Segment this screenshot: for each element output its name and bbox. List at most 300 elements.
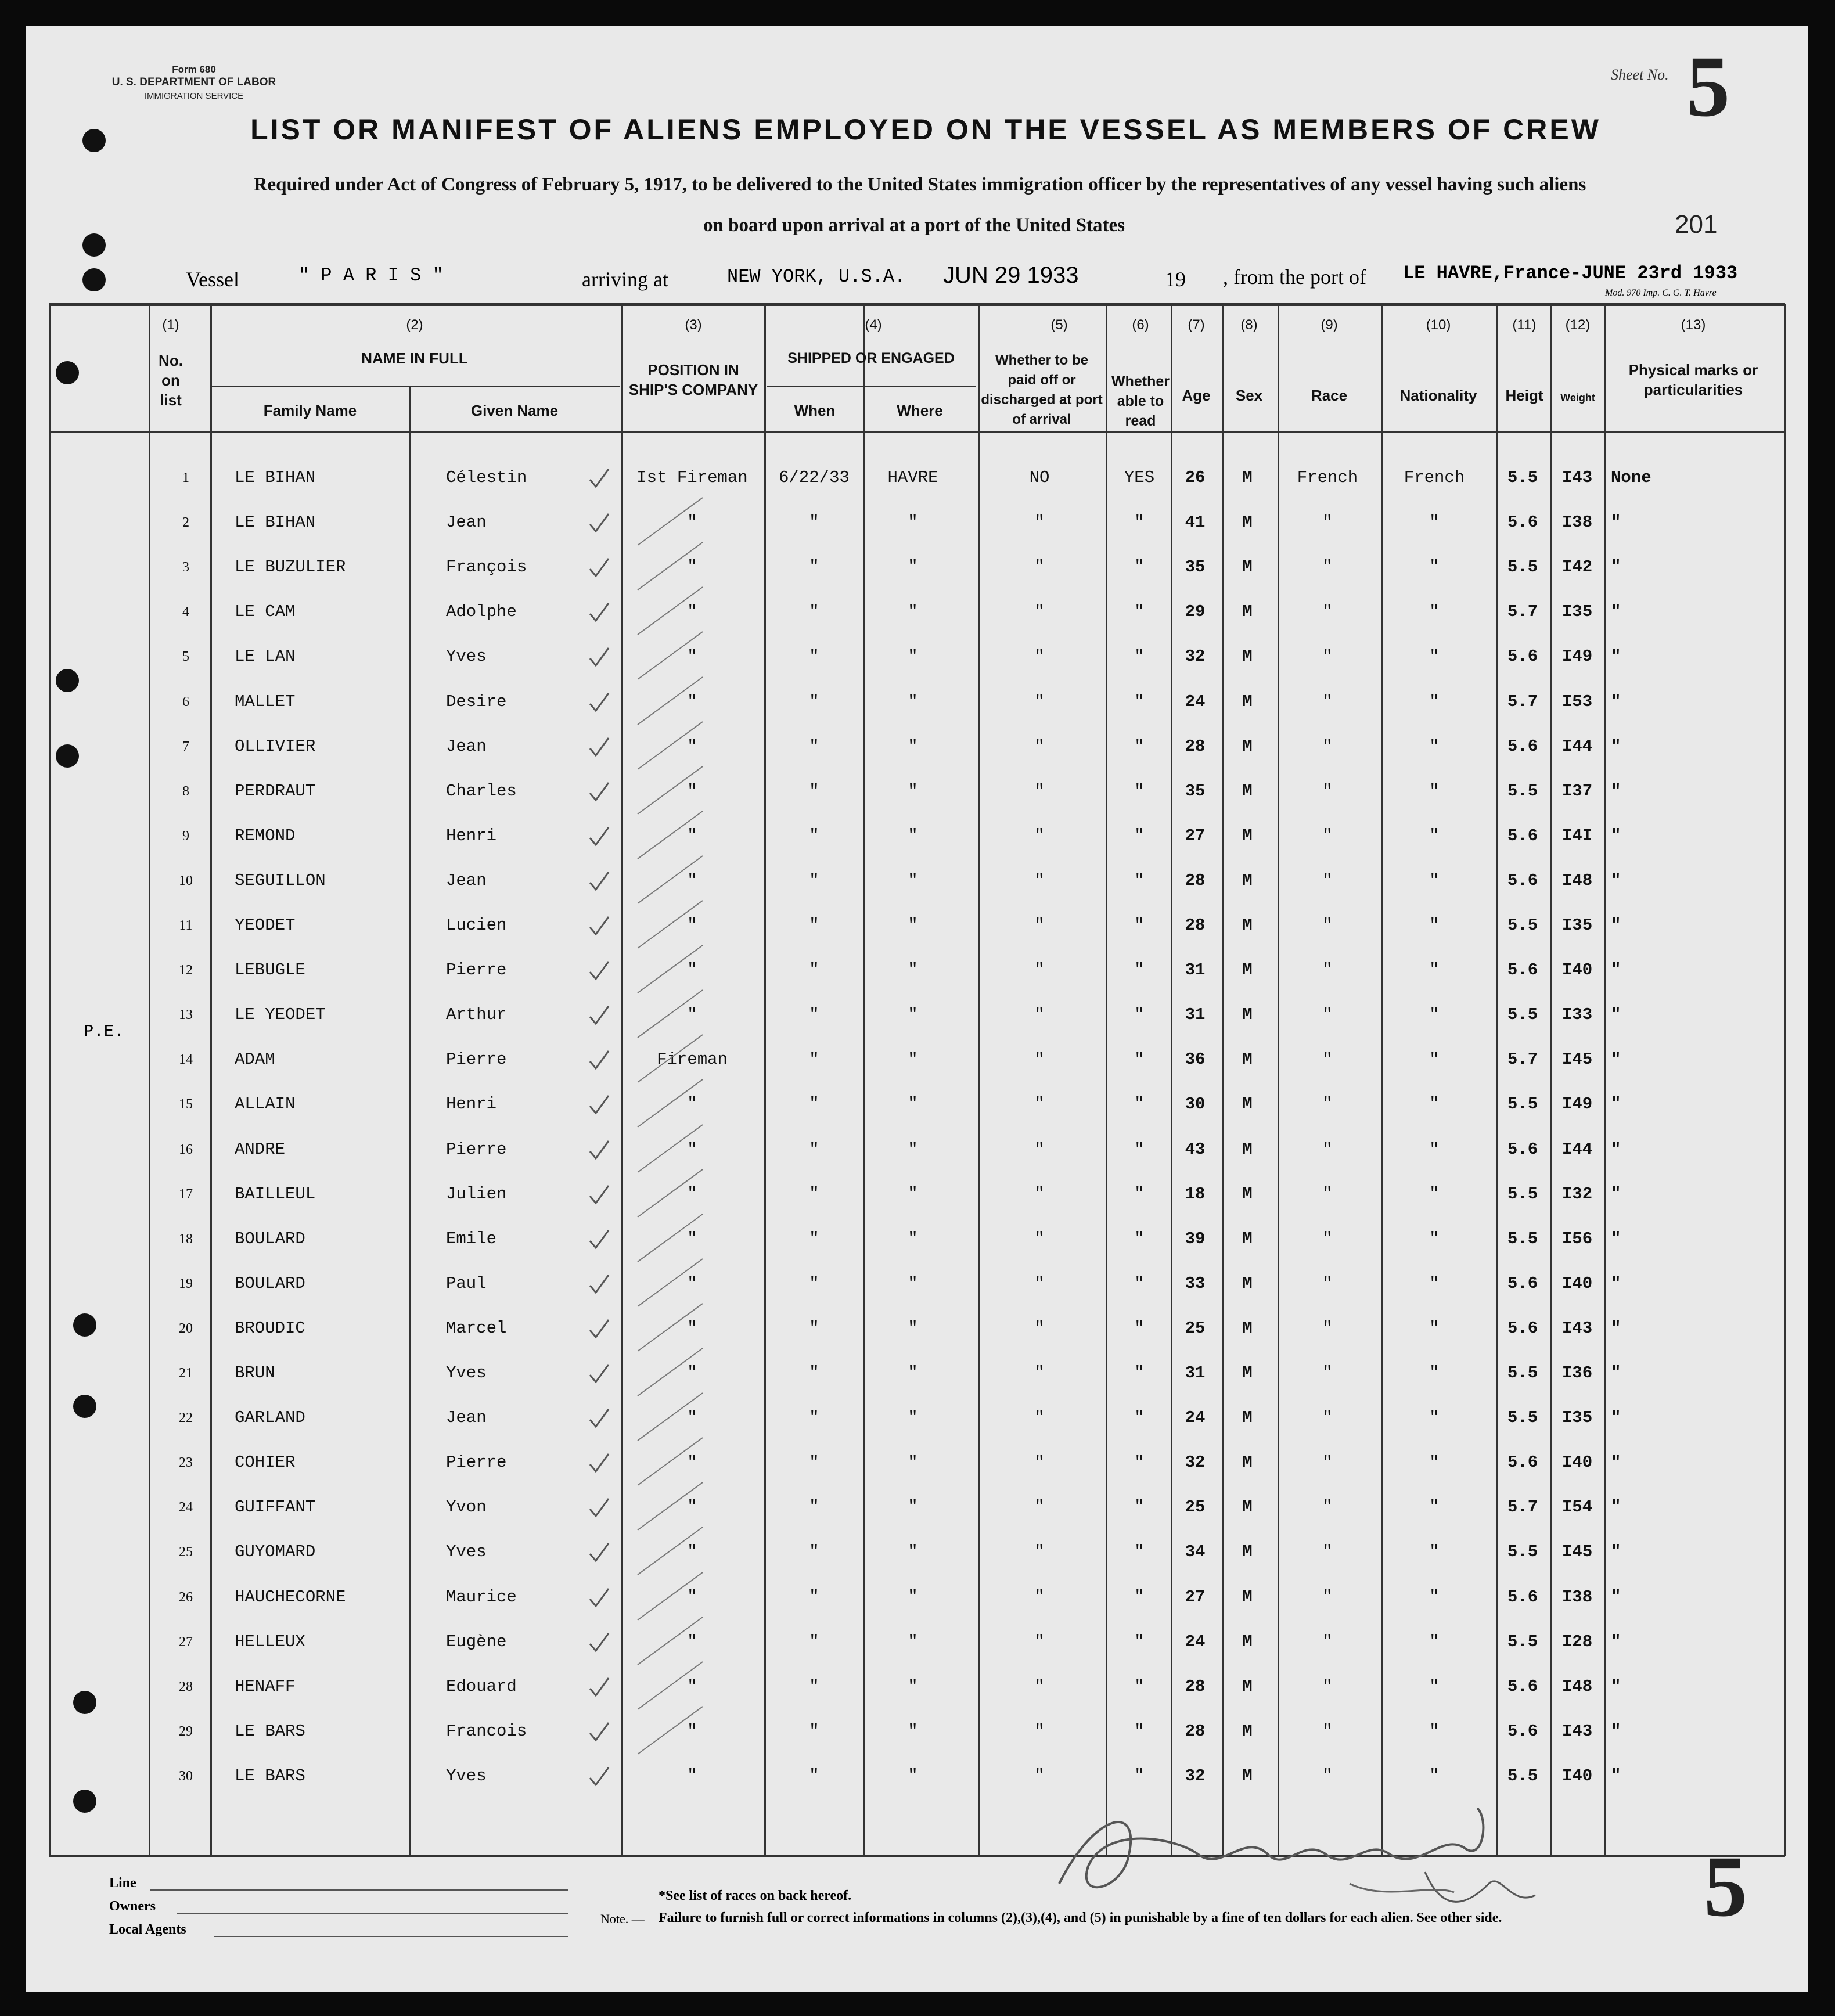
cell-paid: ": [1034, 781, 1045, 801]
punch-hole: [73, 1313, 96, 1337]
cell-position: Fireman: [657, 1050, 728, 1070]
col10-header: Nationality: [1399, 387, 1477, 404]
cell-where: ": [908, 1229, 918, 1248]
check-mark-icon: [588, 467, 611, 490]
cell-given: Charles: [446, 781, 517, 801]
check-mark-icon: [588, 1228, 611, 1251]
cell-weight: I53: [1561, 692, 1593, 711]
cell-paid: ": [1034, 870, 1045, 890]
cell-nat: ": [1429, 1005, 1440, 1025]
check-mark-icon: [588, 1586, 611, 1610]
page-reference: 201: [1675, 210, 1718, 239]
arriving-port: NEW YORK, U.S.A.: [727, 266, 906, 287]
cell-family: LE BIHAN: [235, 513, 316, 532]
cell-nat: French: [1404, 468, 1465, 487]
pencil-stroke: [635, 1704, 705, 1756]
cell-paid: ": [1034, 557, 1045, 577]
col8-number: (8): [1240, 317, 1258, 333]
cell-read: ": [1134, 1676, 1145, 1696]
cell-height: 5.5: [1507, 1095, 1538, 1114]
cell-position: Ist Fireman: [636, 468, 748, 487]
cell-given: Jean: [446, 1408, 487, 1428]
cell-where: ": [908, 647, 918, 667]
cell-nat: ": [1429, 870, 1440, 890]
cell-age: 31: [1185, 960, 1206, 980]
cell-weight: I35: [1561, 602, 1593, 622]
cell-height: 5.5: [1507, 1184, 1538, 1204]
check-mark-icon: [588, 1183, 611, 1207]
cell-where: ": [908, 1497, 918, 1517]
cell-race: ": [1322, 1721, 1333, 1741]
cell-position: ": [687, 1587, 697, 1607]
check-mark-icon: [588, 1631, 611, 1654]
cell-race: ": [1322, 1229, 1333, 1248]
cell-race: ": [1322, 692, 1333, 711]
cell-height: 5.6: [1507, 1721, 1538, 1741]
cell-race: ": [1322, 826, 1333, 845]
cell-read: ": [1134, 1453, 1145, 1473]
cell-height: 5.5: [1507, 1229, 1538, 1248]
cell-weight: I35: [1561, 1408, 1593, 1428]
cell-position: ": [687, 692, 697, 711]
cell-marks: ": [1611, 736, 1621, 756]
cell-race: ": [1322, 736, 1333, 756]
year-prefix: 19: [1165, 268, 1186, 291]
cell-marks: ": [1611, 1587, 1621, 1607]
cell-position: ": [687, 916, 697, 935]
cell-paid: ": [1034, 1453, 1045, 1473]
cell-no: 5: [182, 649, 189, 665]
column-rule: [1496, 304, 1498, 1856]
cell-given: Jean: [446, 736, 487, 756]
cell-age: 32: [1185, 1453, 1206, 1473]
cell-when: ": [809, 1632, 819, 1651]
cell-marks: ": [1611, 647, 1621, 667]
cell-where: ": [908, 602, 918, 622]
cell-age: 39: [1185, 1229, 1206, 1248]
cell-when: ": [809, 870, 819, 890]
mod-note: Mod. 970 Imp. C. G. T. Havre: [1605, 288, 1717, 298]
check-mark-icon: [588, 1496, 611, 1520]
cell-when: 6/22/33: [779, 468, 850, 487]
cell-no: 13: [179, 1007, 193, 1023]
cell-sex: M: [1242, 1273, 1253, 1293]
cell-height: 5.5: [1507, 1632, 1538, 1651]
cell-sex: M: [1242, 602, 1253, 622]
cell-height: 5.6: [1507, 1318, 1538, 1338]
check-mark-icon: [588, 870, 611, 893]
cell-where: ": [908, 1408, 918, 1428]
manifest-subtitle-2: on board upon arrival at a port of the United States: [703, 215, 1125, 236]
cell-no: 2: [182, 515, 189, 531]
cell-sex: M: [1242, 736, 1253, 756]
cell-read: YES: [1124, 468, 1155, 487]
cell-race: ": [1322, 1139, 1333, 1159]
cell-paid: ": [1034, 1095, 1045, 1114]
cell-no: 30: [179, 1768, 193, 1784]
column-rule: [49, 304, 51, 1856]
cell-marks: ": [1611, 1005, 1621, 1025]
check-mark-icon: [588, 1093, 611, 1117]
col6-header: Whether able to read: [1111, 373, 1170, 429]
cell-when: ": [809, 1095, 819, 1114]
check-mark-icon: [588, 1317, 611, 1341]
cell-paid: ": [1034, 1587, 1045, 1607]
check-mark-icon: [588, 1139, 611, 1162]
cell-where: ": [908, 870, 918, 890]
column-rule: [621, 304, 623, 1856]
cell-read: ": [1134, 1095, 1145, 1114]
cell-when: ": [809, 1050, 819, 1070]
cell-marks: ": [1611, 692, 1621, 711]
cell-paid: ": [1034, 1229, 1045, 1248]
cell-given: Maurice: [446, 1587, 517, 1607]
cell-family: ADAM: [235, 1050, 275, 1070]
cell-position: ": [687, 1095, 697, 1114]
cell-height: 5.6: [1507, 1273, 1538, 1293]
punch-hole: [82, 268, 106, 291]
cell-sex: M: [1242, 1318, 1253, 1338]
cell-age: 31: [1185, 1363, 1206, 1383]
service-name: IMMIGRATION SERVICE: [144, 91, 244, 101]
cell-weight: I44: [1561, 736, 1593, 756]
cell-sex: M: [1242, 1632, 1253, 1651]
cell-race: ": [1322, 1408, 1333, 1428]
cell-no: 6: [182, 694, 189, 710]
check-mark-icon: [588, 1765, 611, 1788]
check-mark-icon: [588, 1452, 611, 1475]
cell-height: 5.6: [1507, 736, 1538, 756]
cell-age: 36: [1185, 1050, 1206, 1070]
cell-age: 28: [1185, 1721, 1206, 1741]
cell-nat: ": [1429, 1497, 1440, 1517]
cell-position: ": [687, 1766, 697, 1785]
cell-when: ": [809, 1273, 819, 1293]
cell-position: ": [687, 1184, 697, 1204]
cell-where: ": [908, 1318, 918, 1338]
col12-header: Weight: [1560, 392, 1595, 404]
cell-position: ": [687, 1273, 697, 1293]
cell-when: ": [809, 1587, 819, 1607]
cell-when: ": [809, 1318, 819, 1338]
cell-given: Yves: [446, 1542, 487, 1562]
cell-race: ": [1322, 513, 1333, 532]
cell-height: 5.6: [1507, 826, 1538, 845]
cell-given: Henri: [446, 1095, 497, 1114]
header-bottom-rule: [49, 431, 1785, 433]
cell-race: ": [1322, 1676, 1333, 1696]
column-rule: [1278, 304, 1279, 1856]
check-mark-icon: [588, 1273, 611, 1296]
cell-race: ": [1322, 1005, 1333, 1025]
cell-no: 4: [182, 604, 189, 620]
cell-nat: ": [1429, 1676, 1440, 1696]
cell-marks: ": [1611, 1721, 1621, 1741]
cell-when: ": [809, 1408, 819, 1428]
cell-no: 27: [179, 1634, 193, 1650]
col13-number: (13): [1681, 317, 1706, 333]
cell-sex: M: [1242, 1095, 1253, 1114]
cell-family: HAUCHECORNE: [235, 1587, 346, 1607]
cell-no: 11: [179, 918, 193, 933]
cell-paid: ": [1034, 602, 1045, 622]
col4-where-header: Where: [897, 402, 943, 419]
cell-weight: I37: [1561, 781, 1593, 801]
cell-race: ": [1322, 781, 1333, 801]
cell-weight: I48: [1561, 870, 1593, 890]
cell-marks: ": [1611, 1273, 1621, 1293]
cell-sex: M: [1242, 468, 1253, 487]
cell-no: 8: [182, 783, 189, 799]
cell-weight: I45: [1561, 1542, 1593, 1562]
cell-given: Yves: [446, 1766, 487, 1785]
cell-marks: ": [1611, 557, 1621, 577]
cell-read: ": [1134, 1766, 1145, 1785]
col13-header: Physical marks or particularities: [1628, 361, 1758, 398]
cell-read: ": [1134, 1587, 1145, 1607]
cell-where: ": [908, 1587, 918, 1607]
cell-nat: ": [1429, 1095, 1440, 1114]
arrival-date-stamp: JUN 29 1933: [943, 262, 1079, 288]
punch-hole: [73, 1691, 96, 1714]
check-mark-icon: [588, 915, 611, 938]
cell-position: ": [687, 1632, 697, 1651]
cell-paid: ": [1034, 1408, 1045, 1428]
cell-age: 35: [1185, 557, 1206, 577]
check-mark-icon: [588, 825, 611, 848]
cell-nat: ": [1429, 647, 1440, 667]
check-mark-icon: [588, 512, 611, 535]
cell-sex: M: [1242, 826, 1253, 845]
punch-hole: [56, 669, 79, 692]
check-mark-icon: [588, 646, 611, 669]
cell-no: 12: [179, 963, 193, 978]
vessel-name: " P A R I S ": [298, 265, 444, 286]
column-rule: [978, 304, 980, 1856]
cell-position: ": [687, 1542, 697, 1562]
cell-family: LE BARS: [235, 1721, 305, 1741]
cell-sex: M: [1242, 781, 1253, 801]
cell-height: 5.5: [1507, 781, 1538, 801]
cell-weight: I35: [1561, 916, 1593, 935]
footer-agents-label: Local Agents: [109, 1922, 186, 1937]
arriving-label: arriving at: [582, 268, 668, 291]
cell-family: LE LAN: [235, 647, 296, 667]
cell-age: 18: [1185, 1184, 1206, 1204]
cell-sex: M: [1242, 1408, 1253, 1428]
col6-number: (6): [1132, 317, 1149, 333]
cell-nat: ": [1429, 1050, 1440, 1070]
cell-age: 35: [1185, 781, 1206, 801]
cell-no: 21: [179, 1366, 193, 1381]
cell-sex: M: [1242, 1497, 1253, 1517]
cell-where: ": [908, 1005, 918, 1025]
cell-nat: ": [1429, 736, 1440, 756]
cell-no: 18: [179, 1231, 193, 1247]
cell-height: 5.5: [1507, 1005, 1538, 1025]
cell-given: Paul: [446, 1273, 487, 1293]
cell-position: ": [687, 781, 697, 801]
cell-position: ": [687, 1363, 697, 1383]
column-rule: [1550, 304, 1552, 1856]
cell-nat: ": [1429, 1632, 1440, 1651]
cell-marks: ": [1611, 916, 1621, 935]
cell-family: BROUDIC: [235, 1318, 305, 1338]
cell-position: ": [687, 1721, 697, 1741]
cell-paid: ": [1034, 1676, 1045, 1696]
check-mark-icon: [588, 1004, 611, 1027]
cell-family: HENAFF: [235, 1676, 296, 1696]
cell-height: 5.5: [1507, 1363, 1538, 1383]
cell-nat: ": [1429, 1453, 1440, 1473]
col3-number: (3): [685, 317, 702, 333]
cell-when: ": [809, 557, 819, 577]
cell-marks: ": [1611, 1766, 1621, 1785]
cell-when: ": [809, 1766, 819, 1785]
column-rule: [149, 304, 150, 1856]
cell-read: ": [1134, 1005, 1145, 1025]
cell-no: 22: [179, 1410, 193, 1426]
cell-read: ": [1134, 1632, 1145, 1651]
cell-paid: ": [1034, 1273, 1045, 1293]
cell-read: ": [1134, 960, 1145, 980]
cell-nat: ": [1429, 1766, 1440, 1785]
cell-family: GARLAND: [235, 1408, 305, 1428]
cell-age: 32: [1185, 1766, 1206, 1785]
cell-age: 25: [1185, 1497, 1206, 1517]
col4-when-header: When: [794, 402, 836, 419]
cell-given: Adolphe: [446, 602, 517, 622]
cell-marks: ": [1611, 1676, 1621, 1696]
cell-weight: I33: [1561, 1005, 1593, 1025]
cell-sex: M: [1242, 916, 1253, 935]
cell-height: 5.6: [1507, 1139, 1538, 1159]
cell-nat: ": [1429, 602, 1440, 622]
cell-height: 5.6: [1507, 1453, 1538, 1473]
cell-read: ": [1134, 1050, 1145, 1070]
subheader-rule-shipped: [767, 386, 976, 387]
cell-where: ": [908, 1453, 918, 1473]
cell-family: COHIER: [235, 1453, 296, 1473]
cell-paid: ": [1034, 1318, 1045, 1338]
col1-number: (1): [162, 317, 179, 333]
cell-paid: ": [1034, 1766, 1045, 1785]
cell-where: ": [908, 1676, 918, 1696]
column-rule: [1222, 304, 1224, 1856]
cell-when: ": [809, 916, 819, 935]
cell-position: ": [687, 647, 697, 667]
cell-given: Jean: [446, 870, 487, 890]
cell-paid: ": [1034, 826, 1045, 845]
cell-no: 9: [182, 828, 189, 844]
cell-given: Pierre: [446, 960, 507, 980]
cell-where: HAVRE: [887, 468, 938, 487]
cell-weight: I40: [1561, 960, 1593, 980]
cell-paid: ": [1034, 647, 1045, 667]
cell-weight: I43: [1561, 1721, 1593, 1741]
cell-given: Lucien: [446, 916, 507, 935]
cell-where: ": [908, 1050, 918, 1070]
cell-sex: M: [1242, 1676, 1253, 1696]
cell-read: ": [1134, 1363, 1145, 1383]
cell-sex: M: [1242, 692, 1253, 711]
cell-race: ": [1322, 916, 1333, 935]
cell-height: 5.7: [1507, 602, 1538, 622]
cell-age: 26: [1185, 468, 1206, 487]
cell-given: Yves: [446, 647, 487, 667]
cell-nat: ": [1429, 1229, 1440, 1248]
cell-read: ": [1134, 647, 1145, 667]
cell-sex: M: [1242, 1766, 1253, 1785]
sheet-number: 5: [1686, 38, 1730, 135]
col5-number: (5): [1050, 317, 1068, 333]
cell-read: ": [1134, 602, 1145, 622]
cell-paid: ": [1034, 1721, 1045, 1741]
cell-weight: I40: [1561, 1273, 1593, 1293]
subcolumn-rule: [863, 387, 865, 1856]
cell-position: ": [687, 1318, 697, 1338]
cell-age: 24: [1185, 692, 1206, 711]
cell-paid: ": [1034, 1005, 1045, 1025]
cell-position: ": [687, 1676, 697, 1696]
cell-weight: I49: [1561, 1095, 1593, 1114]
cell-paid: ": [1034, 960, 1045, 980]
cell-race: ": [1322, 1318, 1333, 1338]
cell-weight: I32: [1561, 1184, 1593, 1204]
cell-where: ": [908, 1766, 918, 1785]
cell-race: ": [1322, 1095, 1333, 1114]
cell-read: ": [1134, 1229, 1145, 1248]
subheader-rule-name: [211, 386, 620, 387]
cell-height: 5.6: [1507, 1587, 1538, 1607]
cell-race: ": [1322, 557, 1333, 577]
cell-marks: ": [1611, 826, 1621, 845]
cell-read: ": [1134, 1542, 1145, 1562]
col2-number: (2): [406, 317, 423, 333]
cell-given: Julien: [446, 1184, 507, 1204]
cell-given: Henri: [446, 826, 497, 845]
cell-marks: ": [1611, 1229, 1621, 1248]
cell-height: 5.5: [1507, 916, 1538, 935]
cell-age: 34: [1185, 1542, 1206, 1562]
cell-given: Edouard: [446, 1676, 517, 1696]
check-mark-icon: [588, 736, 611, 759]
form-number: Form 680: [172, 64, 216, 75]
cell-position: ": [687, 960, 697, 980]
cell-no: 26: [179, 1589, 193, 1605]
cell-sex: M: [1242, 1229, 1253, 1248]
cell-position: ": [687, 1005, 697, 1025]
cell-paid: ": [1034, 1184, 1045, 1204]
cell-where: ": [908, 513, 918, 532]
cell-read: ": [1134, 1273, 1145, 1293]
cell-position: ": [687, 1229, 697, 1248]
cell-paid: ": [1034, 916, 1045, 935]
cell-when: ": [809, 1184, 819, 1204]
col11-header: Heigt: [1505, 387, 1543, 404]
cell-position: ": [687, 1497, 697, 1517]
cell-weight: I42: [1561, 557, 1593, 577]
cell-no: 10: [179, 873, 193, 888]
cell-sex: M: [1242, 1453, 1253, 1473]
subcolumn-rule: [409, 387, 411, 1856]
cell-weight: I38: [1561, 513, 1593, 532]
penalty-note-label: Note. —: [600, 1911, 645, 1926]
cell-when: ": [809, 826, 819, 845]
col10-number: (10): [1426, 317, 1451, 333]
cell-no: 24: [179, 1500, 193, 1515]
cell-marks: ": [1611, 1497, 1621, 1517]
